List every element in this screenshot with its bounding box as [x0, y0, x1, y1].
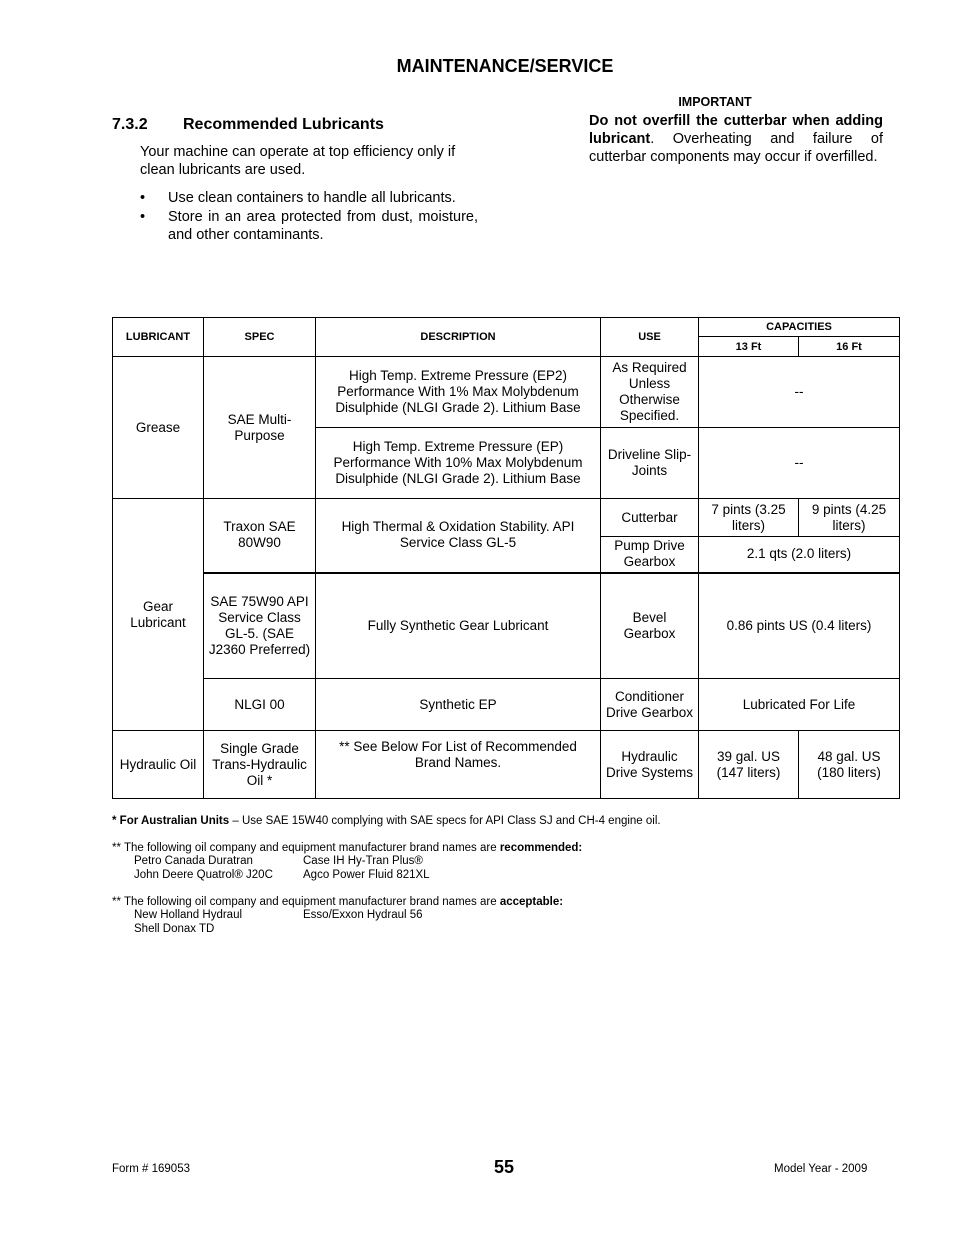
grease-ep2-capacity: --	[699, 357, 900, 428]
pump-drive-capacity-cell: 2.1 qts (2.0 liters)	[699, 537, 900, 573]
cutterbar-use-cell: Cutterbar	[601, 499, 699, 537]
grease-ep2-description: High Temp. Extreme Pressure (EP2) Performance With 1% Max Molybdenum Disulphide (NLGI Grade 2). Lithium Base	[316, 357, 601, 428]
page-number: 55	[494, 1157, 515, 1177]
important-notice	[589, 112, 883, 166]
recommended-intro: ** The following oil company and equipment manufacturer brand names are	[112, 842, 500, 854]
header-16ft: 16 Ft	[799, 337, 900, 357]
important-text: . Overheating and failure of cutterbar components may occur if overfilled.	[589, 131, 883, 165]
bullet-store-protected: • Store in an area protected from dust, moisture, and other contaminants.	[140, 208, 478, 244]
australian-note	[112, 815, 661, 829]
header-use: USE	[601, 318, 699, 357]
hydraulic-16ft-cell: 48 gal. US (180 liters)	[799, 731, 900, 799]
section-title: Recommended Lubricants	[183, 116, 384, 133]
model-year: Model Year - 2009	[774, 1163, 868, 1175]
australian-note-label: * For Australian Units	[112, 815, 230, 827]
brand-esso-exxon: Esso/Exxon Hydraul 56	[303, 909, 423, 921]
brand-john-deere: John Deere Quatrol® J20C	[134, 869, 273, 881]
cutterbar-13ft-cell: 7 pints (3.25 liters)	[699, 499, 799, 537]
traxon-description-cell: High Thermal & Oxidation Stability. API Service Class GL-5	[316, 499, 601, 573]
traxon-spec-cell: Traxon SAE 80W90	[204, 499, 316, 573]
section-number: 7.3.2	[112, 116, 148, 133]
gear-lubricant-cell: Gear Lubricant	[113, 499, 204, 731]
acceptable-intro: ** The following oil company and equipment manufacturer brand names are	[112, 896, 500, 908]
form-number: Form # 169053	[112, 1163, 190, 1175]
important-heading: IMPORTANT	[678, 95, 752, 109]
grease-ep-capacity: --	[699, 428, 900, 499]
grease-spec-cell: SAE Multi-Purpose	[204, 357, 316, 499]
important-bold-text: Do not overfill the cutterbar when adding lubricant	[589, 113, 883, 147]
grease-ep2-use: As Required Unless Otherwise Specified.	[601, 357, 699, 428]
hydraulic-lubricant-cell: Hydraulic Oil	[113, 731, 204, 799]
bevel-gearbox-capacity-cell: 0.86 pints US (0.4 liters)	[699, 573, 900, 679]
bevel-gearbox-use-cell: Bevel Gearbox	[601, 573, 699, 679]
lubricants-table	[112, 317, 900, 799]
page-title: MAINTENANCE/SERVICE	[396, 56, 614, 76]
australian-note-text: – Use SAE 15W40 complying with SAE specs for API Class SJ and CH-4 engine oil.	[229, 815, 661, 827]
brand-case-ih: Case IH Hy-Tran Plus®	[303, 855, 423, 867]
acceptable-brands-note	[112, 896, 563, 910]
header-description: DESCRIPTION	[316, 318, 601, 357]
lubricant-handling-list	[140, 189, 478, 245]
recommended-word: recommended:	[499, 842, 583, 854]
header-spec: SPEC	[204, 318, 316, 357]
brand-agco: Agco Power Fluid 821XL	[303, 869, 430, 881]
cutterbar-16ft-cell: 9 pints (4.25 liters)	[799, 499, 900, 537]
grease-ep-description: High Temp. Extreme Pressure (EP) Performance With 10% Max Molybdenum Disulphide (NLGI Grade 2). Lithium Base	[316, 428, 601, 499]
header-lubricant: LUBRICANT	[113, 318, 204, 357]
hydraulic-13ft-cell: 39 gal. US (147 liters)	[699, 731, 799, 799]
acceptable-word: acceptable:	[499, 896, 564, 908]
nlgi-spec-cell: NLGI 00	[204, 679, 316, 731]
brand-shell-donax: Shell Donax TD	[134, 923, 215, 935]
grease-lubricant-cell: Grease	[113, 357, 204, 499]
section-intro: Your machine can operate at top efficiency only if clean lubricants are used.	[140, 144, 456, 178]
brand-new-holland: New Holland Hydraul	[134, 909, 243, 921]
brand-petro-canada: Petro Canada Duratran	[134, 855, 253, 867]
nlgi-description-cell: Synthetic EP	[316, 679, 601, 731]
hydraulic-use-cell: Hydraulic Drive Systems	[601, 731, 699, 799]
header-capacities: CAPACITIES	[699, 318, 900, 337]
header-13ft: 13 Ft	[699, 337, 799, 357]
hydraulic-description-cell: ** See Below For List of Recommended Brand Names.	[316, 731, 601, 799]
hydraulic-spec-cell: Single Grade Trans-Hydraulic Oil *	[204, 731, 316, 799]
synthetic-spec-cell: SAE 75W90 API Service Class GL-5. (SAE J2360 Preferred)	[204, 573, 316, 679]
recommended-brands-note	[112, 842, 582, 856]
synthetic-description-cell: Fully Synthetic Gear Lubricant	[316, 573, 601, 679]
pump-drive-use-cell: Pump Drive Gearbox	[601, 537, 699, 573]
conditioner-use-cell: Conditioner Drive Gearbox	[601, 679, 699, 731]
bullet-clean-containers: • Use clean containers to handle all lubricants.	[140, 189, 478, 207]
grease-ep-use: Driveline Slip-Joints	[601, 428, 699, 499]
conditioner-capacity-cell: Lubricated For Life	[699, 679, 900, 731]
